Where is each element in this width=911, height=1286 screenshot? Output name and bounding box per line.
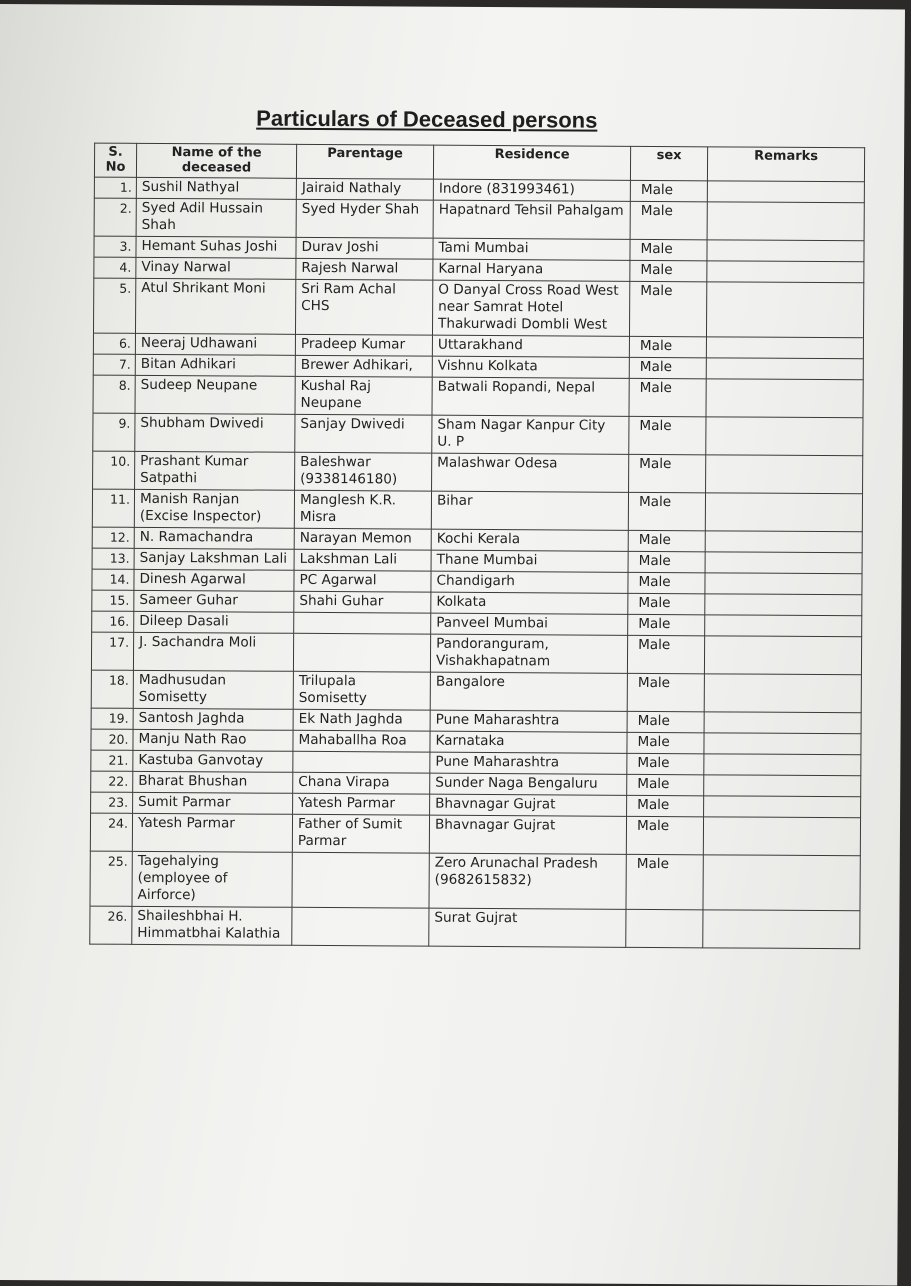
cell-name: Bharat Bhushan bbox=[133, 771, 293, 793]
header-remarks: Remarks bbox=[707, 147, 864, 182]
cell-sno: 13. bbox=[92, 548, 134, 569]
cell-residence: Kolkata bbox=[431, 592, 628, 614]
cell-sno: 1. bbox=[94, 177, 136, 198]
header-sno: S. No bbox=[94, 143, 136, 177]
cell-residence: Pandoranguram, Vishakhapatnam bbox=[430, 634, 627, 673]
cell-remarks bbox=[704, 754, 861, 776]
cell-remarks bbox=[705, 552, 862, 574]
cell-name: N. Ramachandra bbox=[134, 527, 294, 549]
cell-sno: 2. bbox=[94, 198, 136, 236]
cell-sex bbox=[626, 909, 703, 947]
table-row bbox=[90, 906, 860, 949]
cell-sex: Male bbox=[628, 530, 705, 551]
cell-sno: 17. bbox=[91, 632, 133, 670]
cell-sno: 20. bbox=[91, 729, 133, 750]
cell-sex: Male bbox=[627, 795, 704, 816]
cell-residence: Hapatnard Tehsil Pahalgam bbox=[433, 200, 630, 239]
cell-sex: Male bbox=[626, 816, 703, 854]
cell-parentage bbox=[294, 612, 431, 634]
cell-name: Tagehalying (employee of Airforce) bbox=[132, 851, 292, 907]
cell-residence: Karnataka bbox=[430, 731, 627, 753]
cell-sno: 3. bbox=[94, 236, 136, 257]
cell-remarks bbox=[704, 775, 861, 797]
cell-sex: Male bbox=[626, 854, 703, 909]
cell-residence: Malashwar Odesa bbox=[432, 453, 629, 492]
cell-parentage: Sanjay Dwivedi bbox=[295, 414, 432, 453]
cell-name: Manju Nath Rao bbox=[133, 729, 293, 751]
cell-residence: Sunder Naga Bengaluru bbox=[430, 773, 627, 795]
cell-sex: Male bbox=[629, 357, 706, 378]
cell-parentage: Brewer Adhikari, bbox=[295, 355, 432, 377]
cell-sno: 23. bbox=[91, 792, 133, 813]
cell-parentage: Jairaid Nathaly bbox=[296, 178, 433, 200]
cell-sex: Male bbox=[629, 416, 706, 454]
cell-remarks bbox=[704, 796, 861, 818]
cell-sex: Male bbox=[630, 239, 707, 260]
cell-sno: 16. bbox=[92, 611, 134, 632]
cell-residence: Bhavnagar Gujrat bbox=[430, 794, 627, 816]
cell-sex: Male bbox=[629, 378, 706, 416]
cell-residence: Thane Mumbai bbox=[431, 550, 628, 572]
cell-residence: Karnal Haryana bbox=[433, 259, 630, 281]
table-row bbox=[90, 813, 860, 856]
cell-sno: 7. bbox=[93, 354, 135, 375]
header-residence: Residence bbox=[433, 145, 630, 180]
cell-parentage: Rajesh Narwal bbox=[296, 258, 433, 280]
cell-sex: Male bbox=[627, 711, 704, 732]
cell-remarks bbox=[706, 358, 863, 380]
cell-parentage: PC Agarwal bbox=[294, 570, 431, 592]
cell-sno: 5. bbox=[93, 278, 135, 333]
cell-remarks bbox=[704, 636, 861, 675]
cell-residence: Pune Maharashtra bbox=[430, 752, 627, 774]
cell-sex: Male bbox=[627, 635, 704, 673]
cell-sex: Male bbox=[627, 732, 704, 753]
cell-name: Yatesh Parmar bbox=[132, 813, 292, 852]
cell-remarks bbox=[703, 855, 860, 911]
table-row bbox=[94, 198, 864, 241]
cell-parentage: Yatesh Parmar bbox=[293, 793, 430, 815]
cell-parentage: Mahaballha Roa bbox=[293, 730, 430, 752]
cell-sno: 25. bbox=[90, 851, 132, 906]
cell-name: Bitan Adhikari bbox=[135, 354, 295, 376]
cell-sex: Male bbox=[628, 572, 705, 593]
cell-sex: Male bbox=[630, 201, 707, 239]
cell-sex: Male bbox=[628, 593, 705, 614]
header-name: Name of the deceased bbox=[136, 143, 296, 178]
cell-name: Dileep Dasali bbox=[134, 611, 294, 633]
cell-parentage bbox=[292, 907, 429, 946]
cell-parentage: Syed Hyder Shah bbox=[296, 199, 433, 238]
cell-residence: O Danyal Cross Road West near Samrat Hotel Thakurwadi Dombli West bbox=[432, 280, 629, 336]
cell-remarks bbox=[705, 594, 862, 616]
cell-parentage: Ek Nath Jaghda bbox=[293, 709, 430, 731]
table-row bbox=[93, 413, 863, 456]
cell-sno: 6. bbox=[93, 333, 135, 354]
cell-name: Shaileshbhai H. Himmatbhai Kalathia bbox=[132, 906, 292, 945]
cell-sex: Male bbox=[630, 180, 707, 201]
table-row bbox=[93, 278, 863, 338]
cell-residence: Indore (831993461) bbox=[433, 179, 630, 201]
cell-parentage: Shahi Guhar bbox=[294, 591, 431, 613]
cell-sex: Male bbox=[628, 551, 705, 572]
cell-parentage: Trilupala Somisetty bbox=[293, 671, 430, 710]
cell-remarks bbox=[703, 910, 860, 949]
cell-parentage: Lakshman Lali bbox=[294, 549, 431, 571]
cell-name: Syed Adil Hussain Shah bbox=[136, 198, 296, 237]
cell-residence: Uttarakhand bbox=[432, 335, 629, 357]
cell-parentage bbox=[293, 751, 430, 773]
cell-remarks bbox=[705, 493, 862, 532]
cell-residence: Zero Arunachal Pradesh (9682615832) bbox=[429, 853, 626, 909]
cell-sex: Male bbox=[627, 774, 704, 795]
cell-residence: Bangalore bbox=[430, 672, 627, 711]
cell-sno: 21. bbox=[91, 750, 133, 771]
cell-sno: 18. bbox=[91, 670, 133, 708]
cell-sno: 8. bbox=[93, 375, 135, 413]
cell-remarks bbox=[705, 573, 862, 595]
cell-residence: Bihar bbox=[431, 491, 628, 530]
cell-parentage: Sri Ram Achal CHS bbox=[295, 279, 432, 335]
cell-name: Sameer Guhar bbox=[134, 590, 294, 612]
cell-remarks bbox=[704, 733, 861, 755]
cell-sex: Male bbox=[629, 281, 706, 336]
cell-sno: 15. bbox=[92, 590, 134, 611]
cell-sno: 14. bbox=[92, 569, 134, 590]
cell-sno: 26. bbox=[90, 906, 132, 944]
cell-parentage bbox=[293, 633, 430, 672]
cell-name: Hemant Suhas Joshi bbox=[136, 236, 296, 258]
cell-residence: Pune Maharashtra bbox=[430, 710, 627, 732]
cell-remarks bbox=[706, 455, 863, 494]
cell-name: Sushil Nathyal bbox=[136, 177, 296, 199]
cell-remarks bbox=[707, 202, 864, 241]
cell-residence: Panveel Mumbai bbox=[431, 613, 628, 635]
table-row bbox=[91, 670, 861, 713]
cell-name: Kastuba Ganvotay bbox=[133, 750, 293, 772]
cell-sno: 12. bbox=[92, 527, 134, 548]
table-row bbox=[92, 489, 862, 532]
cell-remarks bbox=[705, 615, 862, 637]
cell-name: Shubham Dwivedi bbox=[135, 413, 295, 452]
header-sex: sex bbox=[630, 146, 707, 180]
cell-sex: Male bbox=[628, 614, 705, 635]
cell-residence: Kochi Kerala bbox=[431, 529, 628, 551]
cell-parentage: Kushal Raj Neupane bbox=[295, 376, 432, 415]
cell-name: Prashant Kumar Satpathi bbox=[135, 451, 295, 490]
cell-sno: 4. bbox=[94, 257, 136, 278]
cell-remarks bbox=[705, 531, 862, 553]
cell-parentage: Narayan Memon bbox=[294, 528, 431, 550]
cell-remarks bbox=[704, 712, 861, 734]
table-header-row bbox=[94, 143, 864, 182]
document-sheet bbox=[0, 4, 905, 1286]
cell-sno: 22. bbox=[91, 771, 133, 792]
table-row bbox=[90, 851, 860, 911]
cell-name: J. Sachandra Moli bbox=[133, 632, 293, 671]
cell-sno: 19. bbox=[91, 708, 133, 729]
cell-remarks bbox=[707, 181, 864, 203]
cell-name: Manish Ranjan (Excise Inspector) bbox=[134, 489, 294, 528]
cell-parentage bbox=[292, 852, 429, 908]
cell-parentage: Baleshwar (9338146180) bbox=[295, 452, 432, 491]
cell-sex: Male bbox=[627, 753, 704, 774]
cell-remarks bbox=[707, 261, 864, 283]
cell-remarks bbox=[706, 282, 863, 338]
cell-residence: Tami Mumbai bbox=[433, 238, 630, 260]
cell-name: Santosh Jaghda bbox=[133, 708, 293, 730]
cell-remarks bbox=[706, 379, 863, 418]
cell-parentage: Father of Sumit Parmar bbox=[292, 814, 429, 853]
cell-parentage: Pradeep Kumar bbox=[295, 334, 432, 356]
cell-name: Neeraj Udhawani bbox=[135, 333, 295, 355]
cell-residence: Bhavnagar Gujrat bbox=[429, 815, 626, 854]
cell-name: Atul Shrikant Moni bbox=[135, 278, 295, 334]
cell-residence: Surat Gujrat bbox=[429, 908, 626, 947]
cell-parentage: Durav Joshi bbox=[296, 237, 433, 259]
cell-sex: Male bbox=[628, 492, 705, 530]
cell-sno: 9. bbox=[93, 413, 135, 451]
cell-remarks bbox=[706, 417, 863, 456]
cell-residence: Chandigarh bbox=[431, 571, 628, 593]
cell-remarks bbox=[703, 817, 860, 856]
table-row bbox=[91, 632, 861, 675]
cell-name: Vinay Narwal bbox=[136, 257, 296, 279]
cell-sex: Male bbox=[629, 454, 706, 492]
cell-remarks bbox=[707, 240, 864, 262]
cell-residence: Batwali Ropandi, Nepal bbox=[432, 377, 629, 416]
cell-sno: 11. bbox=[92, 489, 134, 527]
deceased-table bbox=[89, 143, 865, 950]
table-row bbox=[93, 451, 863, 494]
cell-residence: Vishnu Kolkata bbox=[432, 356, 629, 378]
header-parentage: Parentage bbox=[296, 144, 433, 179]
cell-sno: 24. bbox=[90, 813, 132, 851]
cell-remarks bbox=[706, 337, 863, 359]
document-title: Particulars of Deceased persons bbox=[256, 105, 598, 133]
cell-name: Sanjay Lakshman Lali bbox=[134, 548, 294, 570]
cell-name: Sudeep Neupane bbox=[135, 375, 295, 414]
cell-sex: Male bbox=[630, 260, 707, 281]
cell-name: Madhusudan Somisetty bbox=[133, 670, 293, 709]
cell-name: Sumit Parmar bbox=[133, 792, 293, 814]
cell-remarks bbox=[704, 674, 861, 713]
cell-sno: 10. bbox=[93, 451, 135, 489]
cell-residence: Sham Nagar Kanpur City U. P bbox=[432, 415, 629, 454]
cell-sex: Male bbox=[627, 673, 704, 711]
cell-name: Dinesh Agarwal bbox=[134, 569, 294, 591]
cell-parentage: Manglesh K.R. Misra bbox=[294, 490, 431, 529]
table-row bbox=[93, 375, 863, 418]
cell-sex: Male bbox=[629, 336, 706, 357]
cell-parentage: Chana Virapa bbox=[293, 772, 430, 794]
